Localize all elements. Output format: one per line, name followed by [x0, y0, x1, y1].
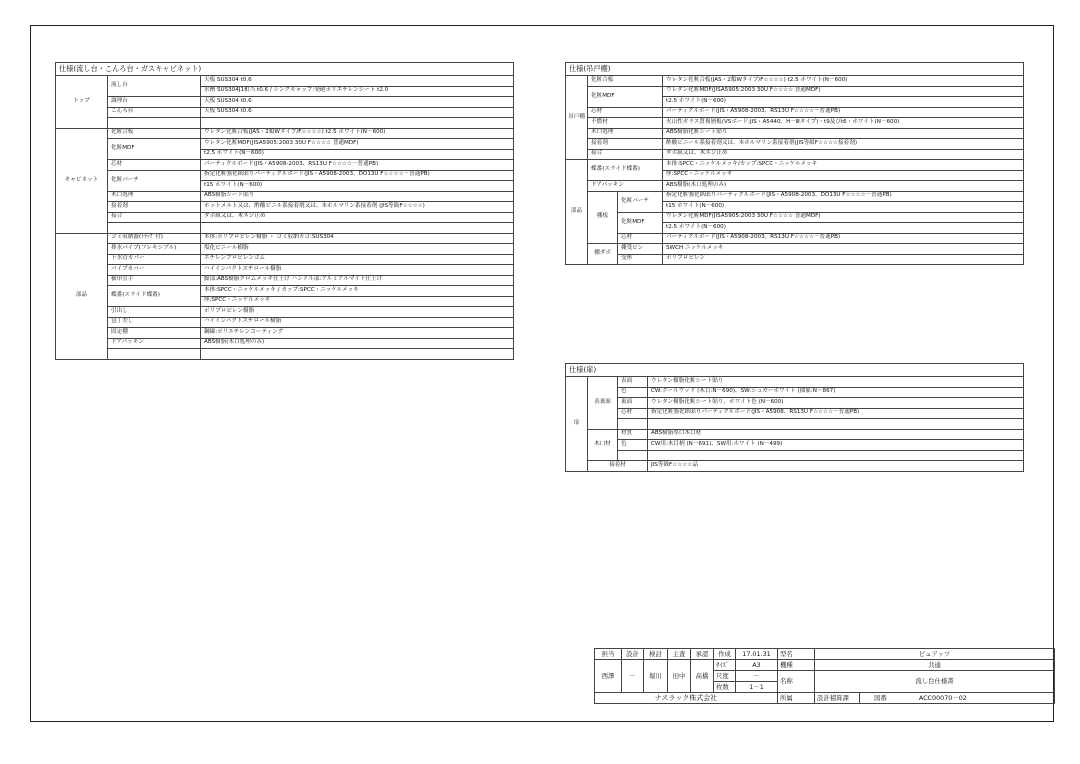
item-label: 化粧合板 [588, 76, 663, 87]
table-title: 仕様(吊戸棚) [566, 63, 1024, 76]
item-spec: 水槽 SUS304J1相当 t0.6 / シンクキャップ:発砲ポリエチレンシート t2.0 [201, 86, 514, 97]
item-label: ゴミ収納器(ﾄﾗｯﾌﾟ付) [108, 233, 201, 244]
item-spec: 酢酸ビニール系接着剤又は、本ホルマリン系接着剤(JIS等級F☆☆☆☆接着剤) [663, 139, 1024, 150]
item-spec: 鋼線:ポリエチレンコーティング [201, 328, 514, 339]
item-label: 芯材 [618, 233, 663, 244]
item-label: 表面 [618, 377, 648, 388]
item-spec: 指定化粧強化紙貼りパーティクルボード(JIS・A5908-2003、DO13U F☆☆☆☆－普通PB) [663, 191, 1024, 202]
table-title: 仕様(扉) [566, 364, 1024, 377]
item-spec: ホットメルト又は、酢酸ビニル系接着剤又は、本ホルマリン系接着剤 (JIS等級F☆☆☆☆) [201, 202, 514, 213]
item-spec: t15 ホワイト(N－600) [663, 202, 1024, 213]
item-spec: 天板 SUS304 t0.6 [201, 76, 514, 87]
item-label: 棚受ピン [618, 244, 663, 255]
item-label: 色 [618, 387, 648, 398]
group-label: 棚板 [588, 191, 618, 244]
item-label: 化粧合板 [108, 128, 201, 139]
item-spec: ハイインパクトスチロール樹脂 [201, 317, 514, 328]
category-cabinet: キャビネット [56, 128, 108, 233]
item-spec: エチレンプロピレンゴム [201, 254, 514, 265]
spec-table-sink-stove-gas [55, 62, 514, 360]
item-label: 接合 [108, 212, 201, 223]
scale-value: － [736, 671, 778, 682]
approval-header-shusa: 主査 [668, 649, 691, 660]
item-spec: t2.5 ホワイト(N－600) [663, 97, 1024, 108]
category-door: 扉 [566, 377, 588, 472]
group-label: 木口材 [588, 429, 618, 461]
blank-cell [108, 118, 201, 129]
blank-cell [201, 349, 514, 360]
approval-header-tanto: 担当 [595, 649, 622, 660]
item-label: 流し台 [108, 76, 201, 97]
item-spec: パーティクルボード(JIS・A5908-2003、RS13U F☆☆☆☆－普通PB) [201, 160, 514, 171]
item-spec: ABS樹脂化粧シート貼り [663, 128, 1024, 139]
item-label: 接着材 [588, 461, 648, 472]
item-spec: CW用:木目柄 (N－691)、SW用:ホワイト (N－499) [648, 440, 1024, 451]
item-spec: ABS樹脂シート貼り [201, 191, 514, 202]
kishu-label: 機種 [778, 660, 815, 671]
item-label: 接合 [588, 149, 663, 160]
blank-cell [108, 349, 201, 360]
company-name: ナスラック株式会社 [595, 693, 778, 704]
item-spec: 脚部:ABS樹脂クロムメッキ仕上げ ハンドル部:アルミアルマイト仕上げ [201, 275, 514, 286]
item-label: 不燃材 [588, 118, 663, 129]
approval-header-kento: 検討 [644, 649, 668, 660]
category-hanging: 吊戸棚 [566, 76, 588, 160]
item-spec: ウレタン化粧MDF(JISA5905:2003 30U F☆☆☆☆ 普通MDF) [663, 212, 1024, 223]
approval-header-sekkei: 設計 [622, 649, 644, 660]
kishu-value: 共通 [815, 660, 1055, 671]
item-label: ドアパッキン [108, 338, 201, 349]
item-spec: ウレタン化粧MDF(JISA5905:2003 30U F☆☆☆☆ 普通MDF) [201, 139, 514, 150]
item-label: 固定棚 [108, 328, 201, 339]
category-parts: 部品 [566, 160, 588, 265]
department-value: 設計積算課 [815, 693, 860, 704]
item-label: 裏面 [618, 398, 648, 409]
title-block [594, 648, 1055, 704]
item-label: 化粧MDF [588, 86, 663, 107]
group-label: 棚ダボ [588, 244, 618, 265]
item-label: 木口処理 [108, 191, 201, 202]
item-label: 横串引手 [108, 275, 201, 286]
created-label: 作成 [714, 649, 736, 660]
item-spec: 座:SPCC・ニッケルメッキ [201, 296, 514, 307]
item-label: 芯材 [618, 408, 648, 419]
blank-cell [201, 118, 514, 129]
item-spec: 塩化ビニール樹脂 [201, 244, 514, 255]
item-spec: t2.5 ホワイト(N－600) [201, 149, 514, 160]
item-label: 材質 [618, 429, 648, 440]
item-spec: ダボ組又は、木ネジ止め [201, 212, 514, 223]
item-label: 化粧MDF [108, 139, 201, 160]
spec-table-doors [565, 363, 1024, 472]
item-label: 木口処理 [588, 128, 663, 139]
approval-header-shonin: 承認 [691, 649, 714, 660]
item-spec: ウレタン化粧合板(JAS・2類Wタイプ/F☆☆☆☆) t2.5 ホワイト(N－600) [201, 128, 514, 139]
item-spec: ウレタン樹脂化粧シート貼り、ホワイト色 (N－600) [648, 398, 1024, 409]
sheets-label: 枚数 [714, 682, 736, 693]
item-spec: ABS樹脂厚口木口材 [648, 429, 1024, 440]
item-spec: ポリプロピレン樹脂 [201, 307, 514, 318]
item-spec: 指定化粧強化紙貼りパーティクルボード(JIS・A5908-2003、DO13U F☆☆☆☆－普通PB) [201, 170, 514, 181]
table-title: 仕様(流し台・こんろ台・ガスキャビネット) [56, 63, 514, 76]
item-spec: t2.5 ホワイト(N－600) [663, 223, 1024, 234]
item-spec: ハイインパクトスチロール樹脂 [201, 265, 514, 276]
item-label: 包丁差し [108, 317, 201, 328]
approver-shusa: 田中 [668, 660, 691, 693]
blank-cell [618, 419, 648, 430]
item-label: 接着剤 [108, 202, 201, 213]
item-label: 化粧パーチ [618, 191, 663, 212]
item-label: 接着剤 [588, 139, 663, 150]
item-spec: t15 ホワイト(N－600) [201, 181, 514, 192]
created-date: 17.01.31 [736, 649, 778, 660]
item-spec: ポリプロピレン [663, 254, 1024, 265]
department-label: 所属 [778, 693, 815, 704]
name-value: 流し台仕様書 [815, 671, 1055, 693]
item-label: ドアパッキン [588, 181, 663, 192]
item-label: 芯材 [588, 107, 663, 118]
sheets-value: 1－1 [736, 682, 778, 693]
item-spec: ABS樹脂(木口処理のみ) [663, 181, 1024, 192]
item-label: 色 [618, 440, 648, 451]
item-label: 化粧MDF [618, 212, 663, 233]
item-spec: SWCH ニッケルメッキ [663, 244, 1024, 255]
item-spec: 指定化粧強化紙貼りパーティクルボード(JIS・A5908、RS13U F☆☆☆☆－普通PB) [648, 408, 1024, 419]
item-spec: ウレタン化粧MDF(JISA5905:2003 30U F☆☆☆☆ 普通MDF) [663, 86, 1024, 97]
model-label: 型名 [778, 649, 815, 660]
item-spec: 本体:SPCC・ニッケルメッキ / カップ:SPCC・ニッケルメッキ [201, 286, 514, 297]
drawing-number-label: 図番 [874, 693, 887, 702]
item-label: こんろ台 [108, 107, 201, 118]
item-label: 調理台 [108, 97, 201, 108]
category-parts: 部品 [56, 233, 108, 359]
approver-sekkei: － [622, 660, 644, 693]
item-spec: ダボ組又は、木ネジ止め [663, 149, 1024, 160]
name-label: 名称 [778, 671, 815, 693]
blank-cell [648, 419, 1024, 430]
scale-label: 尺度 [714, 671, 736, 682]
item-label: 化粧パーチ [108, 170, 201, 191]
blank-cell [108, 223, 201, 234]
item-label: 引出し [108, 307, 201, 318]
item-label: パイプカバー [108, 265, 201, 276]
item-label: 排水パイプ(フレキシブル) [108, 244, 201, 255]
item-spec: ABS樹脂(木口処理のみ) [201, 338, 514, 349]
item-spec: 天板 SUS304 t0.6 [201, 97, 514, 108]
size-label: ｻｲｽﾞ [714, 660, 736, 671]
item-spec: 座:SPCC・ニッケルメッキ [663, 170, 1024, 181]
item-spec: ウレタン化粧合板(JAS・2類Wタイプ/F☆☆☆☆) t2.5 ホワイト(N－600) [663, 76, 1024, 87]
drawing-number-value: ACC00070－02 [918, 693, 967, 702]
item-label: 芯材 [108, 160, 201, 171]
drawing-number [860, 693, 1055, 704]
item-spec: CW:クールウッド (木目:N－690)、SW:シュガーホワイト (抽象:N－867) [648, 387, 1024, 398]
size-value: A3 [736, 660, 778, 671]
item-spec: 本体:SPCC・ニッケルメッキ/カップ:SPCC・ニッケルメッキ [663, 160, 1024, 171]
approver-kento: 堀川 [644, 660, 668, 693]
blank-cell [201, 223, 514, 234]
approver-tanto: 西澤 [595, 660, 622, 693]
item-spec: パーティクルボード(JIS・A5908-2003、RS13U F☆☆☆☆－普通PB) [663, 233, 1024, 244]
item-spec: 火山性ガラス質複層板(VSボード:JIS・A5440、H－Ⅲタイプ)・t9及びt6・ホワイト(N－600) [663, 118, 1024, 129]
item-spec: 本体:ポリプロピレン樹脂 ・ ゴミ収納カゴ:SUS304 [201, 233, 514, 244]
item-label: 下水管カバー [108, 254, 201, 265]
item-label: 蝶番(スライド蝶番) [108, 286, 201, 307]
item-spec: パーティクルボード(JIS・A5908-2003、RS13U F☆☆☆☆－普通PB) [663, 107, 1024, 118]
blank-cell [648, 450, 1024, 461]
approver-shonin: 高橋 [691, 660, 714, 693]
model-value: ピュアッツ [815, 649, 1055, 660]
item-spec: ウレタン樹脂化粧シート貼り [648, 377, 1024, 388]
category-top: トップ [56, 76, 108, 129]
item-spec: 天板 SUS304 t0.6 [201, 107, 514, 118]
item-label: 受座 [618, 254, 663, 265]
blank-cell [618, 450, 648, 461]
item-label: 蝶番(スライド蝶番) [588, 160, 663, 181]
spec-table-hanging-cabinet [565, 62, 1024, 265]
group-label: 表裏面 [588, 377, 618, 430]
item-spec: JIS等級F☆☆☆☆品 [648, 461, 1024, 472]
